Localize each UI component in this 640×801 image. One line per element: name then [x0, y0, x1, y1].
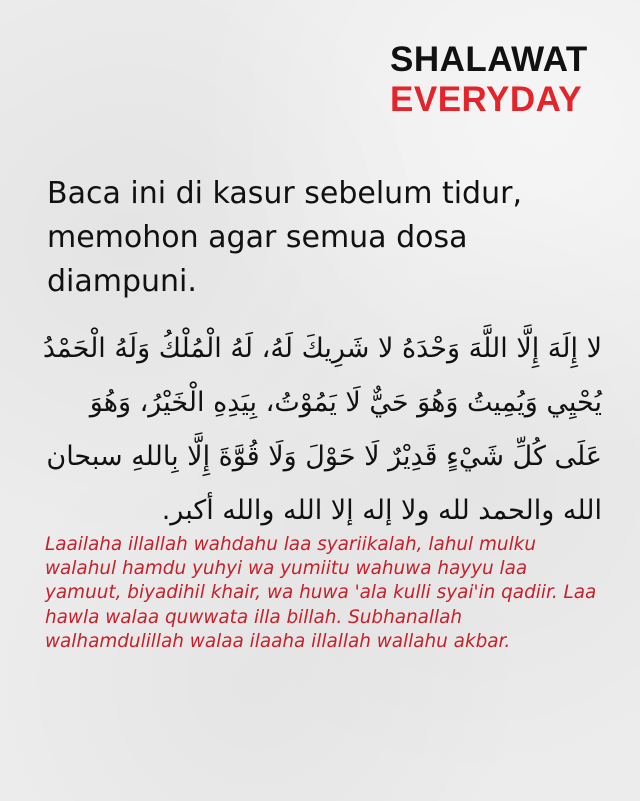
brand-logo — [390, 40, 588, 120]
headline: Baca ini di kasur sebelum tidur, memohon agar semua dosa diampuni. — [47, 176, 522, 299]
brand-line-1: SHALAWAT — [390, 40, 588, 79]
arabic-dua-text: لا إِلَهَ إِلَّا اللَّهَ وَحْدَهُ لا شَرِيكَ لَهُ، لَهُ الْمُلْكُ وَلَهُ الْحَمْدُ يُحْيِي وَيُمِيتُ وَهُوَ حَيٌّ لَا يَمُوْتُ، بِيَدِهِ الْخَيْرُ، وَهُوَ عَلَى كُلِّ شَيْءٍ قَدِيْرٌ لَا حَوْلَ وَلَا قُوَّةَ إِلَّا بِاللهِ سبحان الله والحمد لله ولا إله إلا الله والله أكبر. — [42, 333, 602, 526]
latin-transliteration: Laailaha illallah wahdahu laa syariikalah, lahul mulku walahul hamdu yuhyi wa yumiitu wahuwa hayyu laa yamuut, biyadihil khair, wa huwa 'ala kulli syai'in qadiir. Laa hawla walaa quwwata illa billah. Subhanallah walhamdulillah walaa ilaaha illallah wallahu akbar. — [45, 534, 597, 652]
brand-line-2: EVERYDAY — [390, 80, 583, 119]
